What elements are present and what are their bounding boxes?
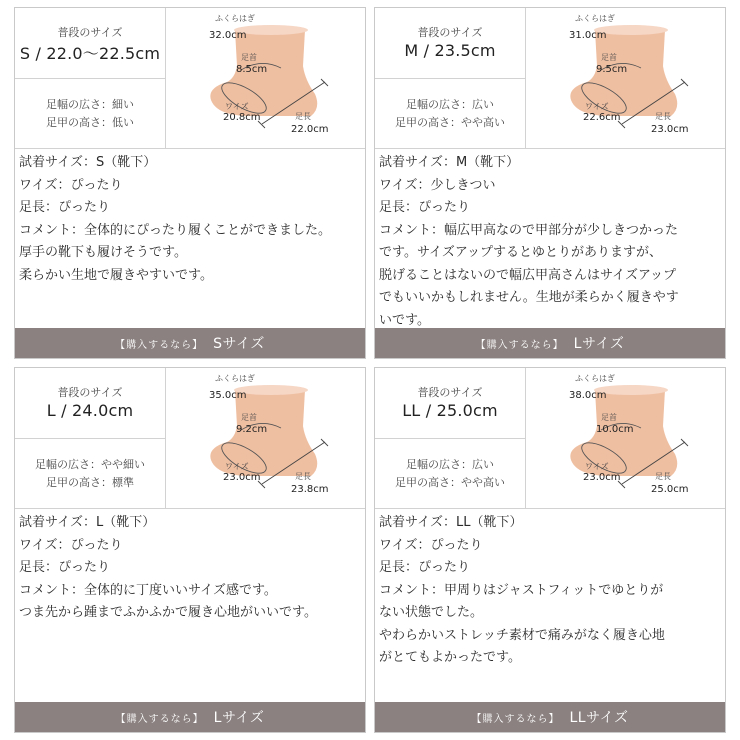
usual-size-value: M / 23.5cm bbox=[404, 41, 496, 60]
ankle-label: 足首 bbox=[241, 53, 257, 62]
comment-line: ワイズ：ぴったり bbox=[379, 537, 483, 553]
review-comments bbox=[379, 152, 721, 332]
foot-width-attr: 足幅の広さ：やや細い bbox=[35, 458, 145, 471]
wise-value: 22.6cm bbox=[583, 112, 621, 123]
buy-recommendation-bar[interactable] bbox=[375, 702, 725, 732]
usual-size-label: 普段のサイズ bbox=[417, 386, 483, 399]
card-header bbox=[375, 368, 725, 509]
calf-label: ふくらはぎ bbox=[215, 14, 255, 23]
comment-line: 足長：ぴったり bbox=[379, 560, 471, 575]
comment-line: ワイズ：少しきつい bbox=[379, 177, 496, 193]
instep-height-attr: 足甲の高さ：やや高い bbox=[395, 116, 505, 129]
foot-diagram bbox=[165, 368, 365, 508]
foot-length-label: 足長 bbox=[655, 472, 671, 481]
buy-prefix: 【購入するなら】 bbox=[471, 714, 560, 725]
buy-recommendation-bar[interactable] bbox=[15, 328, 365, 358]
ankle-value: 9.5cm bbox=[596, 64, 628, 75]
wise-label: ワイズ bbox=[225, 102, 249, 111]
instep-height-attr: 足甲の高さ：標準 bbox=[46, 476, 134, 489]
buy-size: Lサイズ bbox=[573, 336, 625, 352]
ankle-label: 足首 bbox=[241, 413, 257, 422]
size-review-card bbox=[14, 367, 366, 733]
wise-label: ワイズ bbox=[585, 462, 609, 471]
buy-recommendation-bar[interactable] bbox=[15, 702, 365, 732]
instep-height-attr: 足甲の高さ：低い bbox=[46, 116, 134, 129]
size-review-card bbox=[374, 7, 726, 359]
foot-width-attr: 足幅の広さ：広い bbox=[406, 458, 494, 471]
calf-label: ふくらはぎ bbox=[215, 374, 255, 383]
foot-length-label: 足長 bbox=[295, 112, 311, 121]
comment-line: コメント：全体的に丁度いいサイズ感です。 bbox=[19, 582, 277, 598]
comment-line: やわらかいストレッチ素材で痛みがなく履き心地 bbox=[379, 627, 665, 643]
summary-divider bbox=[375, 438, 525, 439]
size-summary bbox=[375, 8, 526, 148]
size-summary bbox=[15, 368, 166, 508]
buy-prefix: 【購入するなら】 bbox=[475, 340, 564, 351]
foot-length-value: 23.0cm bbox=[651, 124, 689, 135]
card-header bbox=[15, 368, 365, 509]
ankle-value: 8.5cm bbox=[236, 64, 268, 75]
foot-length-label: 足長 bbox=[295, 472, 311, 481]
buy-prefix: 【購入するなら】 bbox=[115, 714, 204, 725]
size-review-card bbox=[14, 7, 366, 359]
comment-line: コメント：幅広甲高なので甲部分が少しきつかった bbox=[379, 222, 679, 238]
comment-line: 足長：ぴったり bbox=[379, 200, 471, 215]
comment-line: コメント：全体的にぴったり履くことができました。 bbox=[19, 222, 332, 238]
review-comments bbox=[19, 512, 361, 625]
wise-value: 23.0cm bbox=[223, 472, 261, 483]
foot-measurements bbox=[165, 368, 365, 508]
foot-measurements bbox=[525, 368, 725, 508]
summary-divider bbox=[375, 78, 525, 79]
comment-line: 脱げることはないので幅広甲高さんはサイズアップ bbox=[379, 267, 677, 283]
calf-label: ふくらはぎ bbox=[575, 374, 615, 383]
comment-line: コメント：甲周りはジャストフィットでゆとりが bbox=[379, 582, 664, 598]
comment-line: 柔らかい生地で履きやすいです。 bbox=[19, 267, 213, 283]
usual-size-label: 普段のサイズ bbox=[57, 386, 123, 399]
wise-label: ワイズ bbox=[585, 102, 609, 111]
size-summary bbox=[15, 8, 166, 148]
foot-length-label: 足長 bbox=[655, 112, 671, 121]
comment-line: ワイズ：ぴったり bbox=[19, 177, 123, 193]
foot-width-attr: 足幅の広さ：広い bbox=[406, 98, 494, 111]
buy-prefix: 【購入するなら】 bbox=[115, 340, 204, 351]
calf-value: 35.0cm bbox=[209, 390, 247, 401]
foot-diagram bbox=[525, 368, 725, 508]
summary-divider bbox=[15, 438, 165, 439]
comment-line: ない状態でした。 bbox=[379, 605, 484, 620]
calf-value: 31.0cm bbox=[569, 30, 607, 41]
usual-size-value: L / 24.0cm bbox=[46, 401, 134, 420]
calf-label: ふくらはぎ bbox=[575, 14, 615, 23]
usual-size-label: 普段のサイズ bbox=[417, 26, 483, 39]
comment-line: 試着サイズ：L（靴下） bbox=[19, 515, 156, 530]
foot-measurements bbox=[165, 8, 365, 148]
foot-diagram bbox=[525, 8, 725, 148]
instep-height-attr: 足甲の高さ：やや高い bbox=[395, 476, 505, 489]
comment-line: 足長：ぴったり bbox=[19, 560, 111, 575]
comment-line: ワイズ：ぴったり bbox=[19, 537, 123, 553]
comment-line: でもいいかもしれません。生地が柔らかく履きやす bbox=[379, 290, 679, 305]
calf-value: 38.0cm bbox=[569, 390, 607, 401]
usual-size-label: 普段のサイズ bbox=[57, 26, 123, 39]
buy-size: LLサイズ bbox=[569, 710, 629, 726]
comment-line: 試着サイズ：M（靴下） bbox=[379, 155, 520, 170]
ankle-label: 足首 bbox=[601, 413, 617, 422]
calf-value: 32.0cm bbox=[209, 30, 247, 41]
comment-line: 試着サイズ：LL（靴下） bbox=[379, 515, 523, 530]
wise-label: ワイズ bbox=[225, 462, 249, 471]
comment-line: 厚手の靴下も履けそうです。 bbox=[19, 245, 187, 260]
foot-length-value: 25.0cm bbox=[651, 484, 689, 495]
comment-line: 試着サイズ：S（靴下） bbox=[19, 155, 157, 170]
comment-line: 足長：ぴったり bbox=[19, 200, 111, 215]
comment-line: いです。 bbox=[379, 312, 430, 328]
wise-value: 20.8cm bbox=[223, 112, 261, 123]
ankle-value: 9.2cm bbox=[236, 424, 268, 435]
card-header bbox=[15, 8, 365, 149]
buy-size: Sサイズ bbox=[213, 336, 265, 352]
usual-size-value: S / 22.0〜22.5cm bbox=[19, 44, 161, 63]
comment-line: がとてもよかったです。 bbox=[379, 650, 521, 665]
foot-diagram bbox=[165, 8, 365, 148]
review-comments bbox=[19, 152, 361, 287]
ankle-label: 足首 bbox=[601, 53, 617, 62]
card-header bbox=[375, 8, 725, 149]
foot-length-value: 22.0cm bbox=[291, 124, 329, 135]
foot-length-value: 23.8cm bbox=[291, 484, 329, 495]
foot-measurements bbox=[525, 8, 725, 148]
summary-divider bbox=[15, 78, 165, 79]
ankle-value: 10.0cm bbox=[596, 424, 634, 435]
buy-size: Lサイズ bbox=[213, 710, 265, 726]
review-comments bbox=[379, 512, 721, 670]
comment-line: つま先から踵までふかふかで履き心地がいいです。 bbox=[19, 605, 317, 620]
buy-recommendation-bar[interactable] bbox=[375, 328, 725, 358]
comment-line: です。サイズアップするとゆとりがありますが、 bbox=[379, 245, 663, 260]
foot-width-attr: 足幅の広さ：細い bbox=[46, 98, 134, 111]
wise-value: 23.0cm bbox=[583, 472, 621, 483]
usual-size-value: LL / 25.0cm bbox=[402, 401, 498, 420]
size-summary bbox=[375, 368, 526, 508]
size-review-card bbox=[374, 367, 726, 733]
